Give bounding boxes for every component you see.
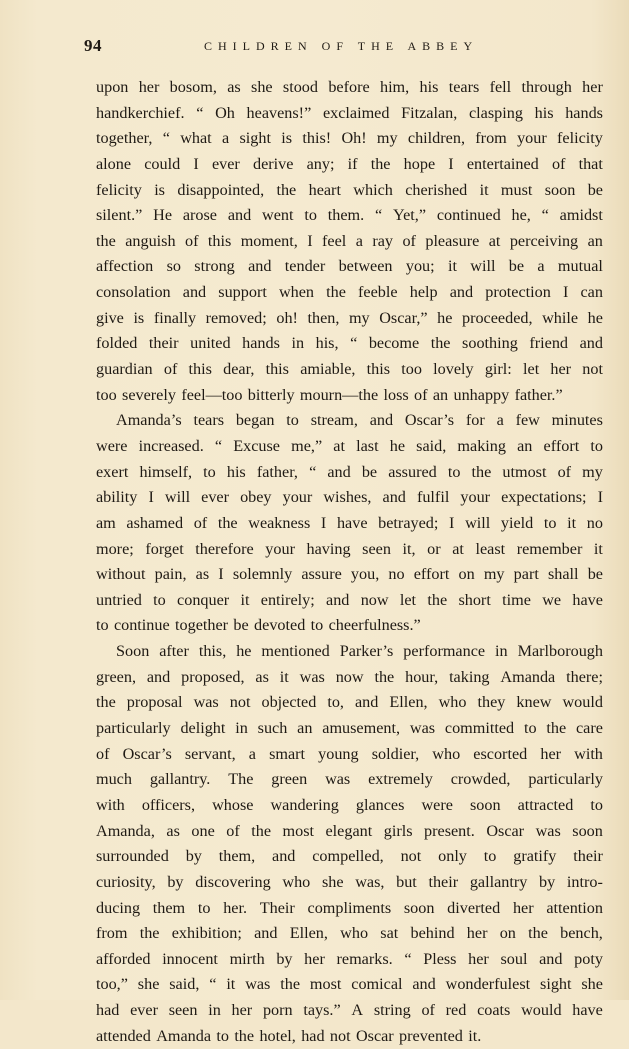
text-line: folded their united hands in his, “ become the soothing friend and — [96, 334, 603, 353]
body-text — [96, 75, 603, 1049]
text-line: am ashamed of the weakness I have betrayed; I will yield to it no — [96, 513, 603, 532]
text-line: afforded innocent mirth by her remarks. “ Pless her soul and poty — [96, 949, 603, 968]
text-line: were increased. “ Excuse me,” at last he said, making an effort to — [96, 436, 603, 455]
text-line: upon her bosom, as she stood before him, his tears fell through her — [96, 78, 603, 96]
page-number: 94 — [84, 36, 102, 55]
text-line: exert himself, to his father, “ and be assured to the utmost of my — [96, 462, 603, 481]
text-line: attended Amanda to the hotel, had not Oscar prevented it. — [96, 1026, 482, 1045]
text-line: Amanda, as one of the most elegant girls present. Oscar was soon — [96, 821, 603, 840]
text-line: alone could I ever derive any; if the hope I entertained of that — [96, 154, 603, 173]
text-line: much gallantry. The green was extremely crowded, particularly — [96, 770, 603, 789]
text-line: the anguish of this moment, I feel a ray of pleasure at perceiving an — [96, 231, 603, 250]
running-title: CHILDREN OF THE ABBEY — [204, 39, 479, 53]
page-header — [84, 36, 604, 60]
text-line: affection so strong and tender between you; it will be a mutual — [96, 257, 603, 276]
text-line: the proposal was not objected to, and Ellen, who they knew would — [96, 693, 603, 712]
text-line: with officers, whose wandering glances were soon attracted to — [96, 795, 603, 814]
text-line: give is finally removed; oh! then, my Oscar,” he proceeded, while he — [96, 308, 603, 327]
text-line: curiosity, by discovering who she was, but their gallantry by intro- — [96, 872, 603, 891]
text-line: to continue together be devoted to cheerfulness.” — [96, 616, 421, 635]
text-line: surrounded by them, and compelled, not only to gratify their — [96, 847, 603, 866]
text-line: untried to conquer it entirely; and now let the short time we have — [96, 590, 603, 609]
text-line: from the exhibition; and Ellen, who sat behind her on the bench, — [96, 924, 603, 943]
text-line: of Oscar’s servant, a smart young soldier, who escorted her with — [96, 744, 603, 763]
text-line: without pain, as I solemnly assure you, no effort on my part shall be — [96, 565, 603, 584]
text-line: guardian of this dear, this amiable, this too lovely girl: let her not — [96, 360, 603, 379]
text-line: handkerchief. “ Oh heavens!” exclaimed Fitzalan, clasping his hands — [96, 103, 603, 122]
text-line: ducing them to her. Their compliments soon diverted her attention — [96, 898, 603, 917]
text-line: had ever seen in her porn tays.” A string of red coats would have — [96, 1001, 603, 1020]
text-line: consolation and support when the feeble help and protection I can — [96, 283, 603, 302]
text-line: green, and proposed, as it was now the hour, taking Amanda there; — [96, 667, 603, 686]
text-line: too severely feel—too bitterly mourn—the loss of an unhappy father.” — [96, 385, 563, 404]
text-line: Amanda’s tears began to stream, and Oscar’s for a few minutes — [116, 411, 603, 430]
text-line: silent.” He arose and went to them. “ Yet,” continued he, “ amidst — [96, 206, 603, 225]
text-line: felicity is disappointed, the heart which cherished it must soon be — [96, 180, 603, 199]
text-line: ability I will ever obey your wishes, and fulfil your expectations; I — [96, 488, 603, 507]
text-line: particularly delight in such an amusement, was committed to the care — [96, 719, 603, 738]
text-line: together, “ what a sight is this! Oh! my children, from your felicity — [96, 129, 603, 148]
text-line: Soon after this, he mentioned Parker’s performance in Marlborough — [116, 642, 603, 661]
text-line: more; forget therefore your having seen it, or at least remember it — [96, 539, 603, 558]
text-line: too,” she said, “ it was the most comical and wonderfulest sight she — [96, 975, 603, 994]
